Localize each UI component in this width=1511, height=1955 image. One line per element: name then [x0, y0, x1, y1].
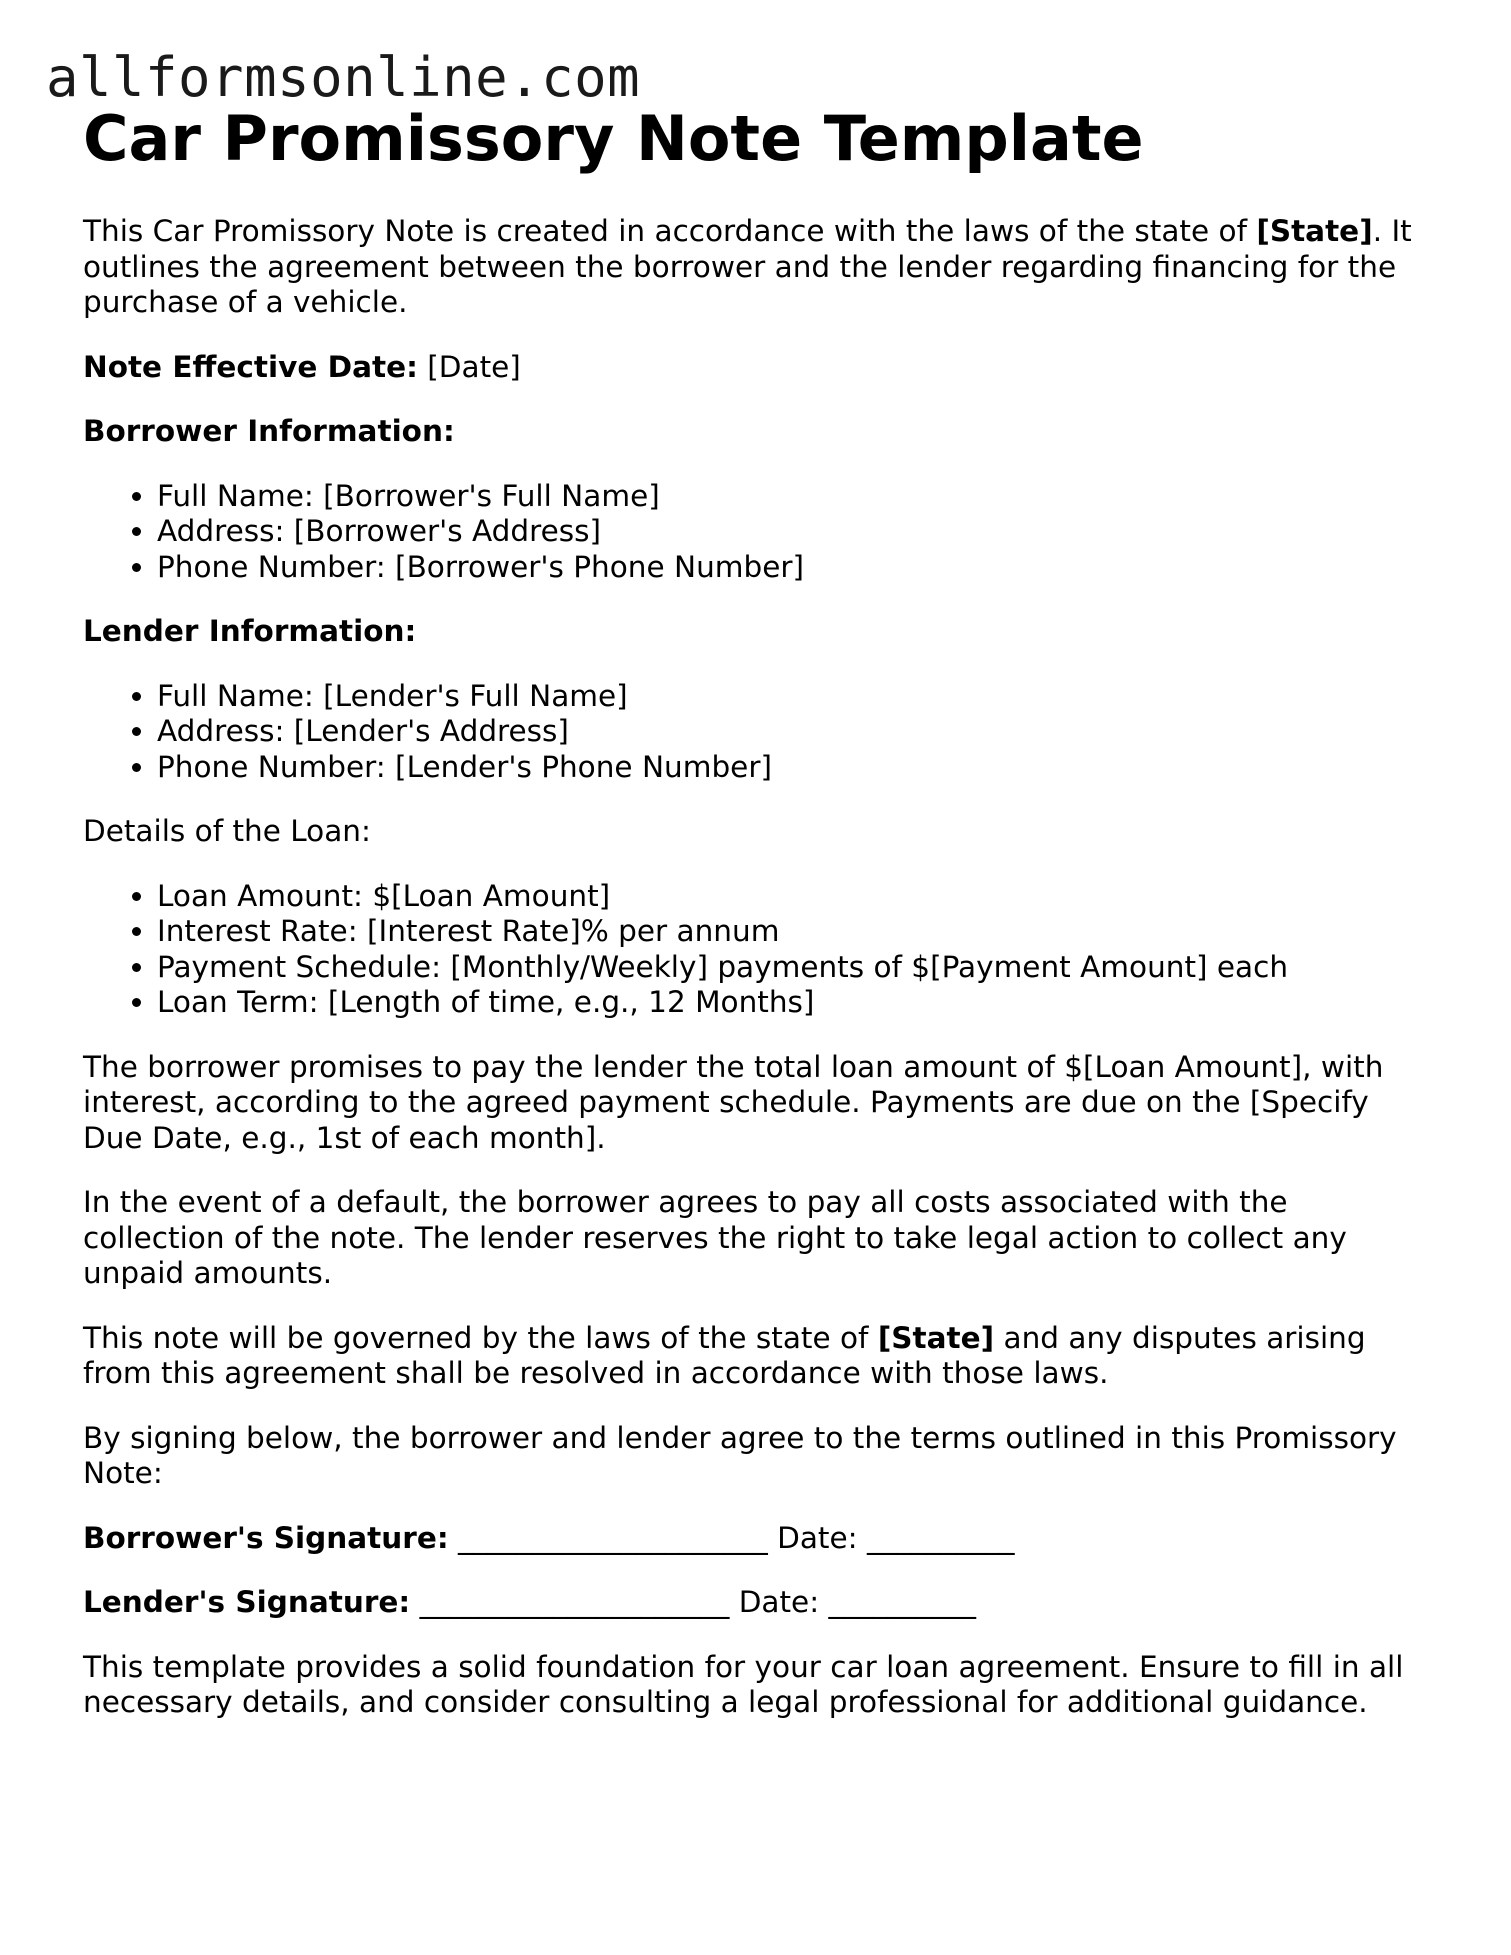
intro-text-before: This Car Promissory Note is created in accordance with the laws of the state of — [83, 214, 1257, 248]
list-item: • Phone Number: [Borrower's Phone Number] — [157, 550, 1423, 586]
intro-paragraph — [83, 214, 1423, 321]
list-item: • Payment Schedule: [Monthly/Weekly] payments of $[Payment Amount] each — [157, 950, 1423, 986]
borrower-heading — [83, 414, 1423, 450]
governing-text-before: This note will be governed by the laws of the state of — [83, 1320, 878, 1355]
site-watermark: allformsonline.com — [46, 46, 641, 109]
list-item: • Interest Rate: [Interest Rate]% per annum — [157, 914, 1423, 950]
list-item: • Loan Term: [Length of time, e.g., 12 Months] — [157, 985, 1423, 1021]
governing-state-placeholder: [State] — [877, 1320, 995, 1355]
lender-signature-label: Lender's Signature: — [83, 1585, 411, 1619]
list-item: • Full Name: [Borrower's Full Name] — [157, 479, 1423, 515]
page-title: Car Promissory Note Template — [83, 102, 1144, 175]
borrower-signature-line — [83, 1521, 1423, 1557]
lender-signature-blank: _____________________ Date: __________ — [410, 1585, 977, 1619]
borrower-heading-text: Borrower Information: — [83, 414, 455, 448]
borrower-signature-label: Borrower's Signature: — [83, 1520, 449, 1555]
effective-date-label: Note Effective Date: — [83, 349, 418, 384]
signing-paragraph: By signing below, the borrower and lender agree to the terms outlined in this Promissory Note: — [83, 1420, 1397, 1490]
lender-heading — [83, 614, 1423, 650]
intro-text-after: . It outlines the agreement between the borrower and the lender regarding financing for the purchase of a vehicle. — [83, 214, 1412, 319]
effective-date-line — [83, 350, 1423, 386]
governing-text-after: and any disputes arising from this agreement shall be resolved in accordance with those laws. — [83, 1320, 1366, 1390]
default-paragraph: In the event of a default, the borrower agrees to pay all costs associated with the collection of the note. The lender reserves the right to take legal action to collect any unpaid amounts. — [83, 1185, 1347, 1290]
borrower-signature-blank: _____________________ Date: __________ — [448, 1520, 1015, 1555]
list-item: • Address: [Borrower's Address] — [157, 514, 1423, 550]
document-body — [83, 100, 1423, 1721]
closing-paragraph: This template provides a solid foundation for your car loan agreement. Ensure to fill in all necessary details, and consider consulting a legal professional for additional guidance. — [83, 1649, 1404, 1719]
loan-details-list — [83, 879, 1423, 1021]
effective-date-value: [Date] — [417, 349, 521, 384]
list-item: • Phone Number: [Lender's Phone Number] — [157, 750, 1423, 786]
loan-details-heading: Details of the Loan: — [83, 814, 371, 848]
payment-promise-paragraph: The borrower promises to pay the lender the total loan amount of $[Loan Amount], with interest, according to the agreed payment schedule. Payments are due on the [Specify Due Date, e.g., 1st of each month]. — [83, 1049, 1384, 1155]
lender-signature-line — [83, 1585, 1423, 1621]
lender-heading-text: Lender Information: — [83, 614, 417, 648]
lender-list — [83, 679, 1423, 786]
list-item: • Address: [Lender's Address] — [157, 714, 1423, 750]
governing-law-paragraph — [83, 1321, 1423, 1392]
borrower-list — [83, 479, 1423, 586]
intro-state-placeholder: [State] — [1256, 214, 1373, 248]
list-item: • Loan Amount: $[Loan Amount] — [157, 879, 1423, 915]
list-item: • Full Name: [Lender's Full Name] — [157, 679, 1423, 715]
